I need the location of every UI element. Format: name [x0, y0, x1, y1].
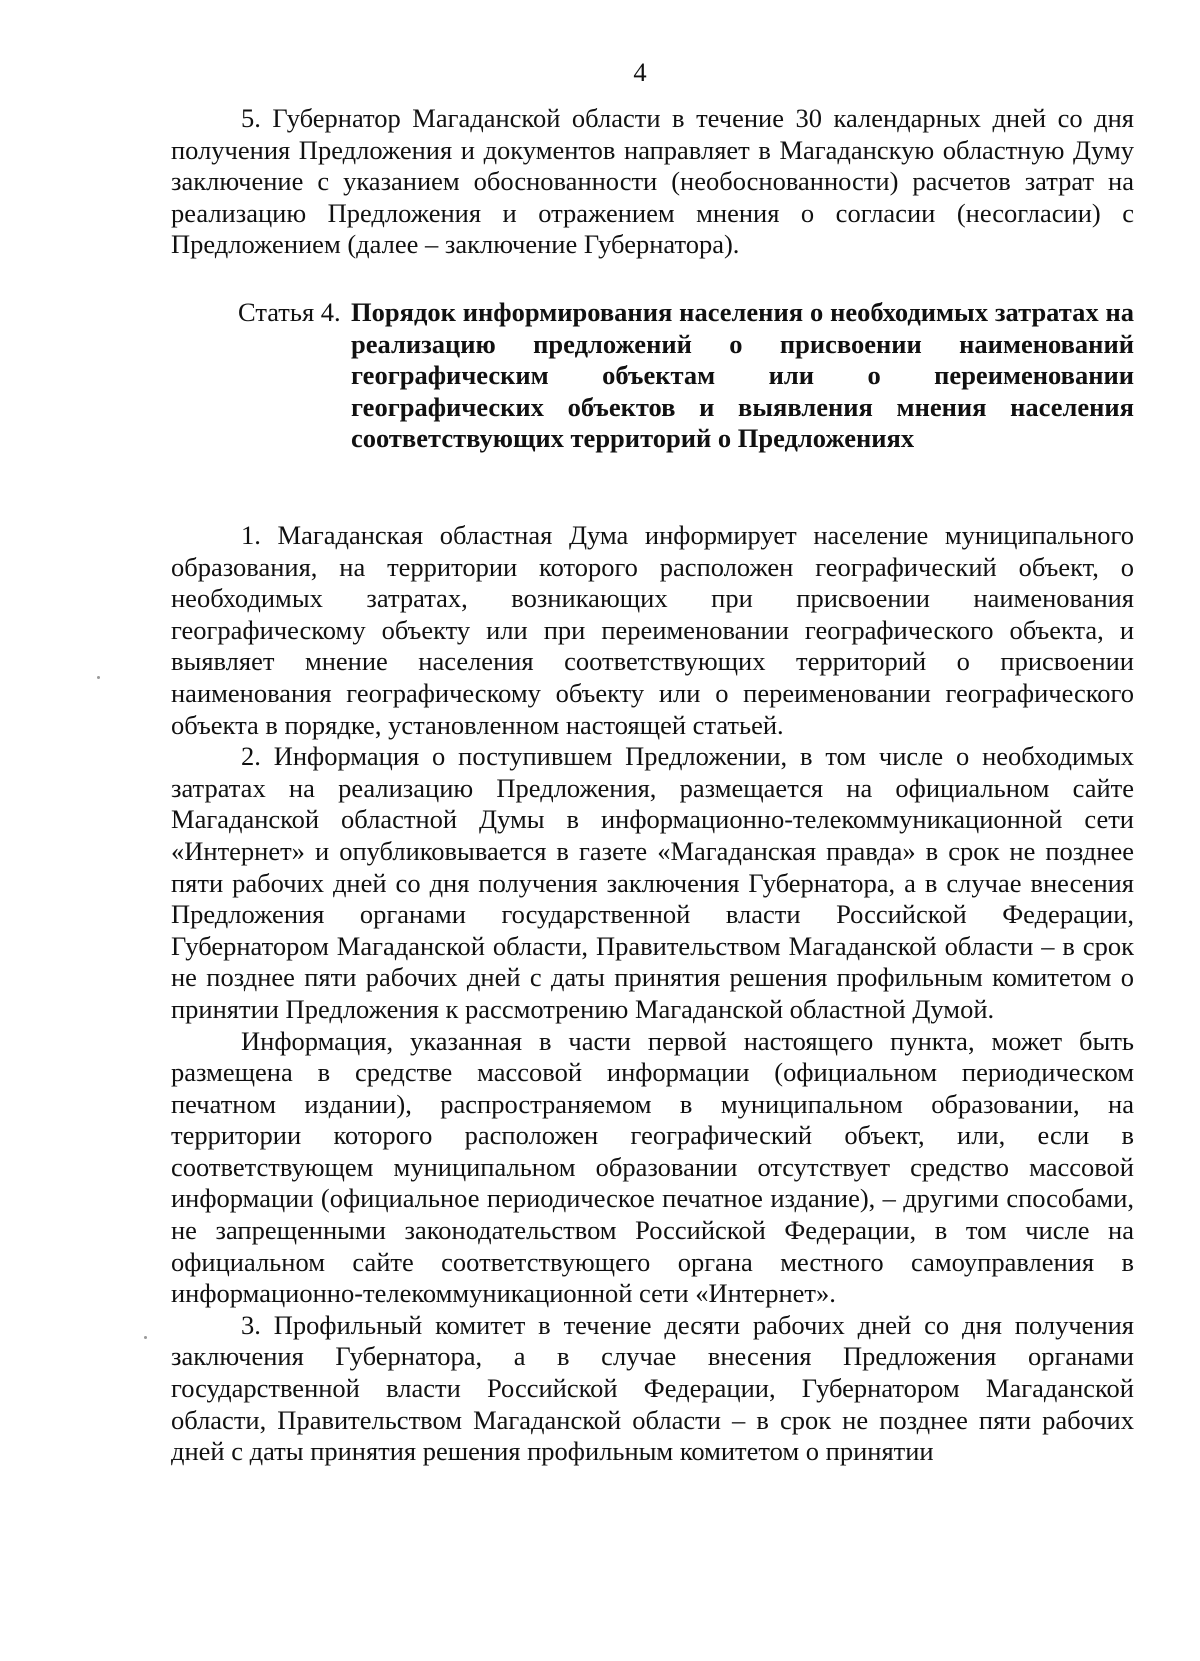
- scan-speck: [97, 676, 100, 679]
- article-heading: [238, 297, 1134, 455]
- article-paragraph-2-part-2: Информация, указанная в части первой настоящего пункта, может быть размещена в средстве массовой информации (официальном периодическом печатном издании), распространяемом в муниципальном образовании, на территории которого расположен географический объект, или, если в соответствующем муниципальном образовании отсутствует средство массовой информации (официальное периодическое печатное издание), – другими способами, не запрещенными законодательством Российской Федерации, в том числе на официальном сайте соответствующего органа местного самоуправления в информационно-телекоммуникационной сети «Интернет».: [171, 1025, 1134, 1309]
- article-paragraph-2: 2. Информация о поступившем Предложении, в том числе о необходимых затратах на реализацию Предложения, размещается на официальном сайте Магаданской областной Думы в информационно-телекоммуникационной сети «Интернет» и опубликовывается в газете «Магаданская правда» в срок не позднее пяти рабочих дней со дня получения заключения Губернатора, а в случае внесения Предложения органами государственной власти Российской Федерации, Губернатором Магаданской области, Правительством Магаданской области – в срок не позднее пяти рабочих дней с даты принятия решения профильным комитетом о принятии Предложения к рассмотрению Магаданской областной Думой.: [171, 741, 1134, 1024]
- article-body: [171, 520, 1134, 1468]
- article-title: Порядок информирования населения о необходимых затратах на реализацию предложений о присвоении наименований географическим объектам или о переименовании географических объектов и выявления мнения населения соответствующих территорий о Предложениях: [351, 297, 1134, 453]
- scan-speck: [144, 1336, 147, 1339]
- article-paragraph-1: 1. Магаданская областная Дума информирует население муниципального образования, на территории которого расположен географический объект, о необходимых затратах, возникающих при присвоении наименования географическому объекту или при переименовании географического объекта, и выявляет мнение населения соответствующих территорий о присвоении наименования географическому объекту или о переименовании географического объекта в порядке, установленном настоящей статьей.: [171, 520, 1134, 740]
- article-label: Статья 4.: [238, 297, 341, 327]
- paragraph-5-block: [171, 103, 1134, 261]
- article-paragraph-3: 3. Профильный комитет в течение десяти рабочих дней со дня получения заключения Губернатора, а в случае внесения Предложения органами государственной власти Российской Федерации, Губернатором Магаданской области, Правительством Магаданской области – в срок не позднее пяти рабочих дней с даты принятия решения профильным комитетом о принятии: [171, 1309, 1134, 1467]
- paragraph-5: 5. Губернатор Магаданской области в течение 30 календарных дней со дня получения Предложения и документов направляет в Магаданскую областную Думу заключение с указанием обоснованности (необоснованности) расчетов затрат на реализацию Предложения и отражением мнения о согласии (несогласии) с Предложением (далее – заключение Губернатора).: [171, 103, 1134, 260]
- page-number: 4: [633, 57, 647, 87]
